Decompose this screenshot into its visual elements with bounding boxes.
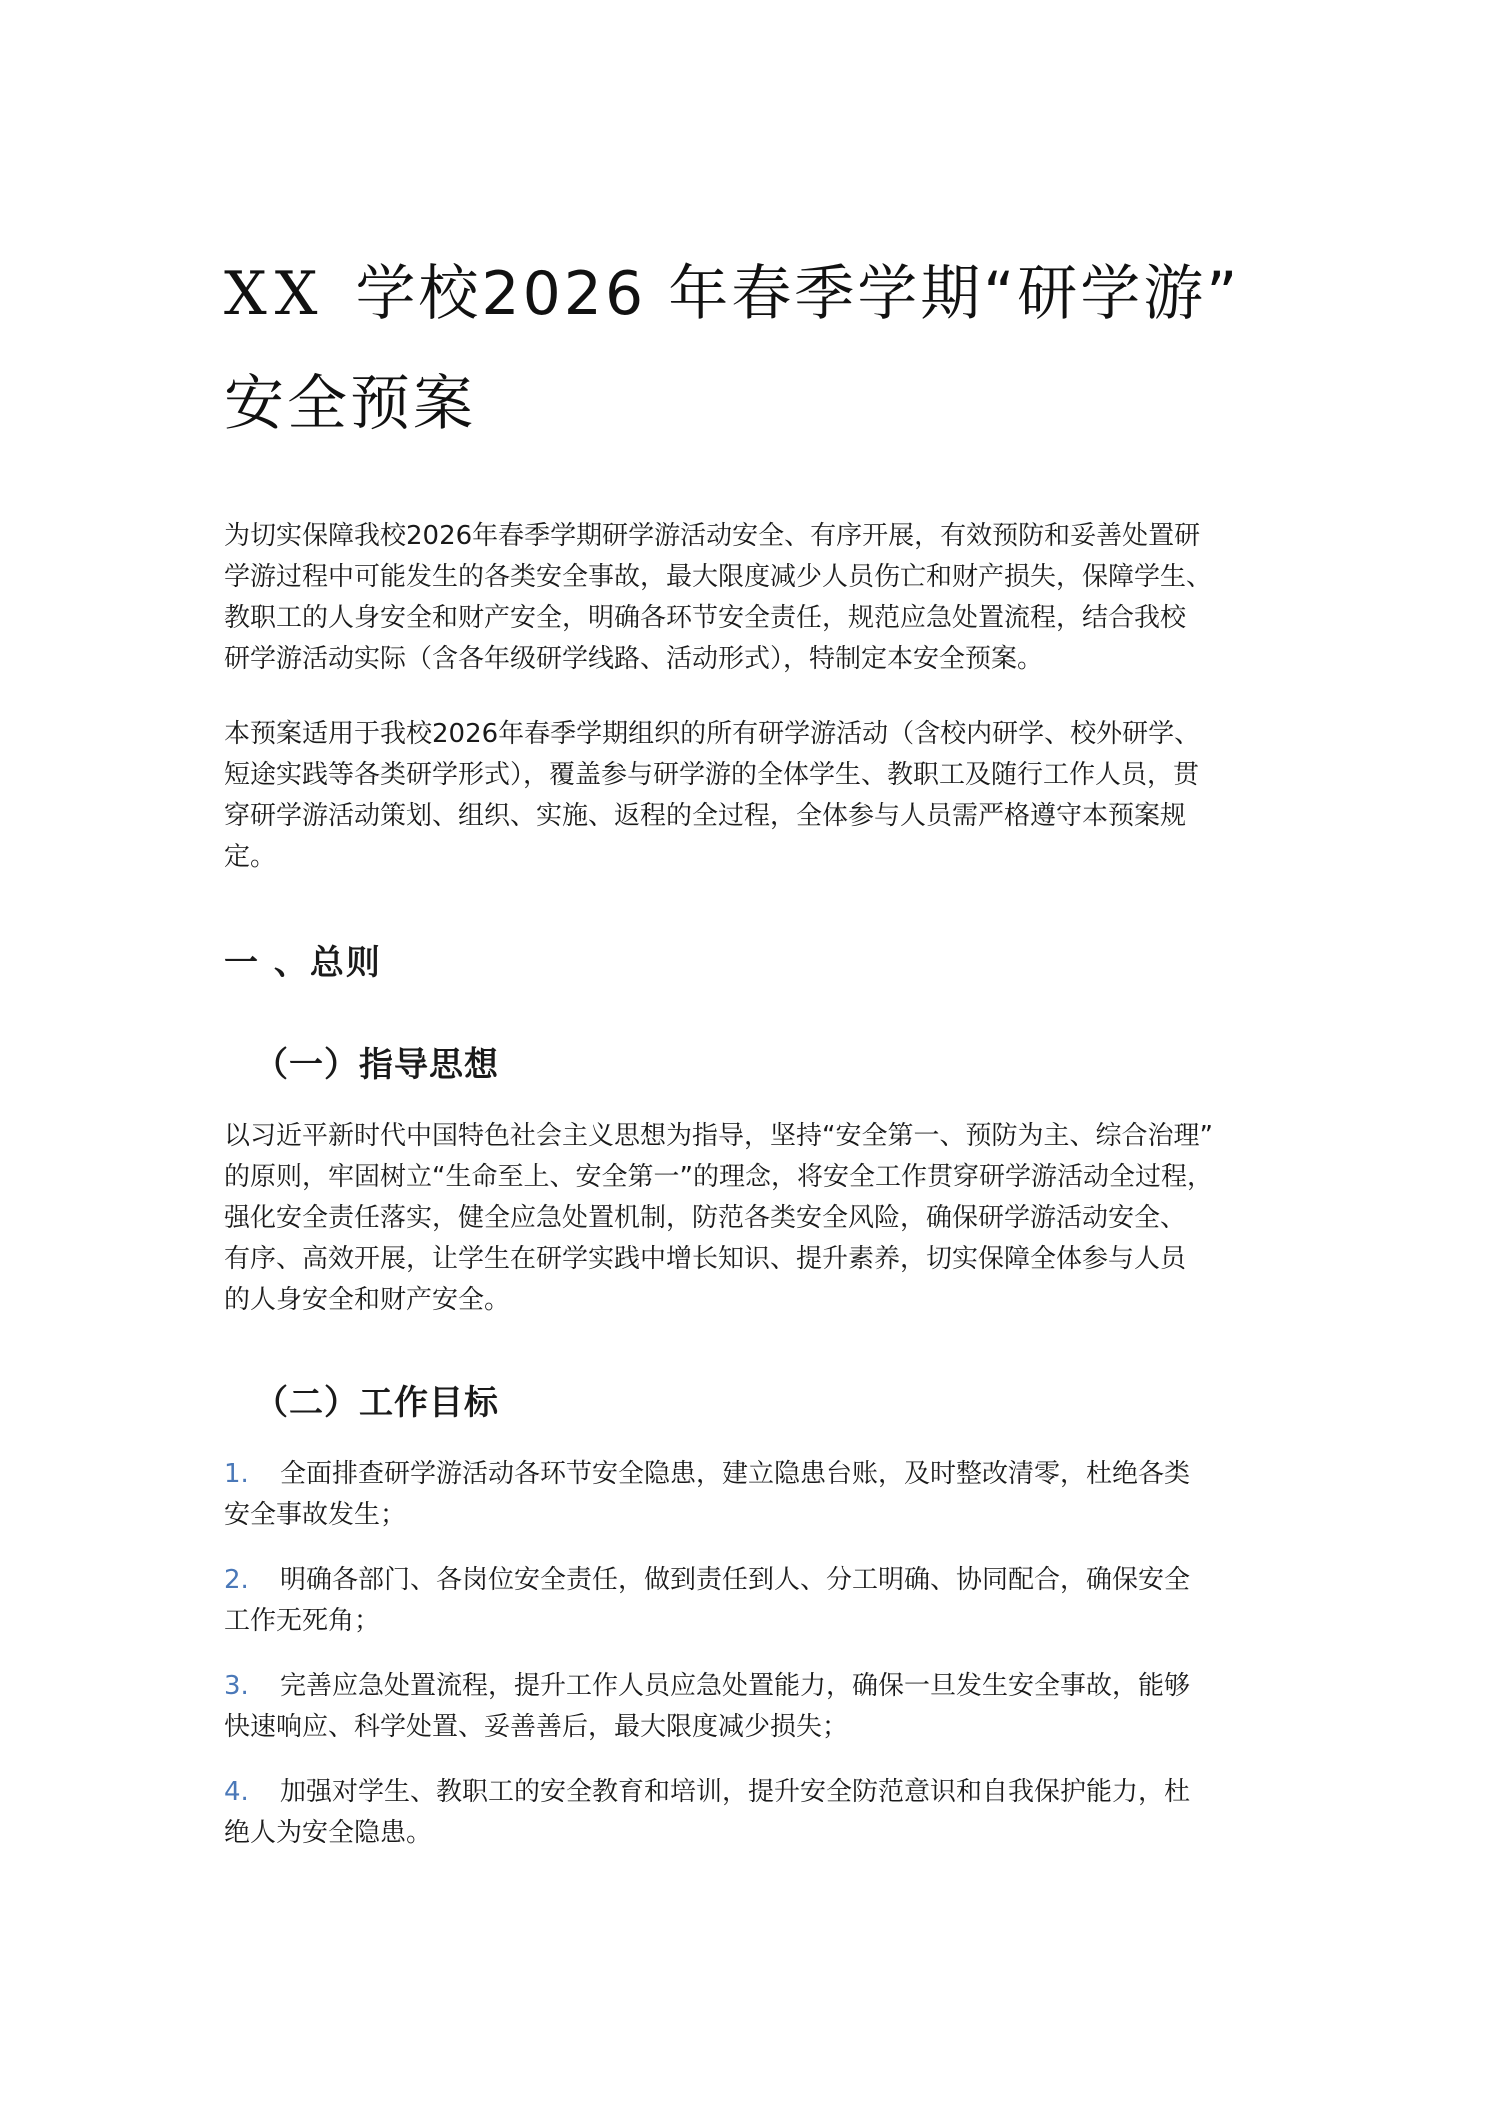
text-line: 定。: [224, 842, 277, 872]
text-line: 研学游活动实际（含各年级研学线路、活动形式），特制定本安全预案。: [224, 644, 1044, 674]
text-line: [224, 1666, 1284, 1707]
text-line: 有序、高效开展，让学生在研学实践中增长知识、提升素养，切实保障全体参与人员: [224, 1244, 1187, 1274]
title-rest: 学校2026 年春季学期“研学游”: [355, 259, 1241, 329]
goal-list-item: [224, 1454, 1284, 1536]
section-heading-general: 一 、总则: [224, 943, 382, 983]
subsection-heading-work-goals: （二）工作目标: [254, 1383, 499, 1423]
guiding-ideology-paragraph: [224, 1116, 1284, 1321]
text-line: 穿研学游活动策划、组织、实施、返程的全过程，全体参与人员需严格遵守本预案规: [224, 801, 1187, 831]
document-title-line-1: [224, 240, 1324, 348]
list-item-text: 完善应急处置流程，提升工作人员应急处置能力，确保一旦发生安全事故，能够: [280, 1671, 1191, 1701]
intro-paragraph-2: [224, 714, 1284, 878]
text-line: 的原则，牢固树立“生命至上、安全第一”的理念，将安全工作贯穿研学游活动全过程，: [224, 1162, 1213, 1192]
text-line: 短途实践等各类研学形式），覆盖参与研学游的全体学生、教职工及随行工作人员，贯: [224, 760, 1200, 790]
goal-list-item: [224, 1666, 1284, 1748]
text-line: 学游过程中可能发生的各类安全事故，最大限度减少人员伤亡和财产损失，保障学生、: [224, 562, 1213, 592]
text-line: 本预案适用于我校2026年春季学期组织的所有研学游活动（含校内研学、校外研学、: [224, 719, 1201, 749]
list-item-text: 明确各部门、各岗位安全责任，做到责任到人、分工明确、协同配合，确保安全: [280, 1565, 1191, 1595]
text-line: 工作无死角；: [224, 1606, 381, 1636]
list-number: 4.: [224, 1777, 249, 1807]
text-line: 为切实保障我校2026年春季学期研学游活动安全、有序开展，有效预防和妥善处置研: [224, 521, 1201, 551]
text-line: [224, 1560, 1284, 1601]
title-prefix: XX: [224, 259, 326, 329]
document-title-line-2: 安全预案: [224, 369, 476, 439]
list-item-text: 全面排查研学游活动各环节安全隐患，建立隐患台账，及时整改清零，杜绝各类: [280, 1459, 1191, 1489]
goal-list-item: [224, 1560, 1284, 1642]
text-line: 绝人为安全隐患。: [224, 1818, 433, 1848]
text-line: 教职工的人身安全和财产安全，明确各环节安全责任，规范应急处置流程，结合我校: [224, 603, 1187, 633]
text-line: 安全事故发生；: [224, 1500, 407, 1530]
list-number: 3.: [224, 1671, 249, 1701]
list-number: 1.: [224, 1459, 249, 1489]
text-line: [224, 1772, 1284, 1813]
text-line: 快速响应、科学处置、妥善善后，最大限度减少损失；: [224, 1712, 849, 1742]
text-line: [224, 1454, 1284, 1495]
intro-paragraph-1: [224, 516, 1284, 680]
text-line: 以习近平新时代中国特色社会主义思想为指导，坚持“安全第一、预防为主、综合治理”: [224, 1121, 1213, 1151]
subsection-heading-guiding-ideology: （一）指导思想: [254, 1045, 499, 1085]
text-line: 的人身安全和财产安全。: [224, 1285, 511, 1315]
list-number: 2.: [224, 1565, 249, 1595]
goal-list-item: [224, 1772, 1284, 1854]
text-line: 强化安全责任落实，健全应急处置机制，防范各类安全风险，确保研学游活动安全、: [224, 1203, 1187, 1233]
list-item-text: 加强对学生、教职工的安全教育和培训，提升安全防范意识和自我保护能力，杜: [280, 1777, 1191, 1807]
